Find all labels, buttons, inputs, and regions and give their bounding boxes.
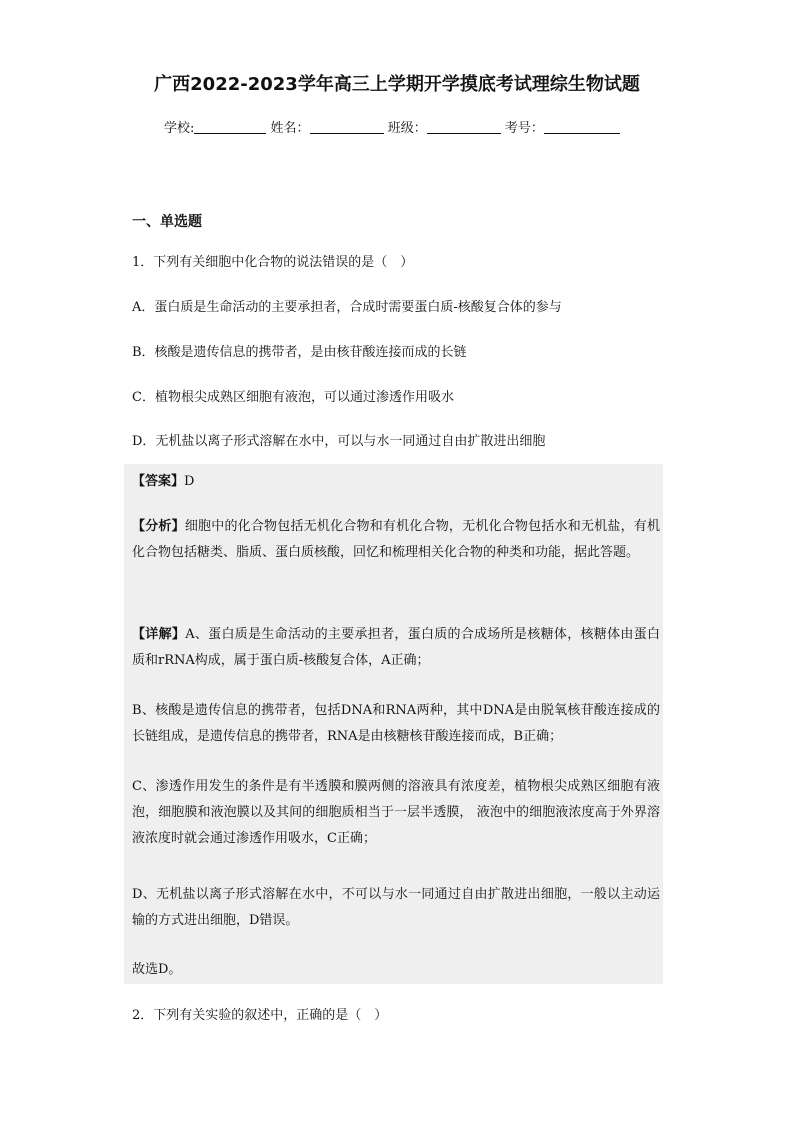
number-blank <box>544 121 620 134</box>
name-blank <box>310 121 384 134</box>
analysis-paragraph <box>132 514 660 566</box>
detail-a-text: A、蛋白质是生命活动的主要承担者，蛋白质的合成场所是核糖体，核糖体由蛋白质和rRNA构成，属于蛋白质-核酸复合体，A正确； <box>132 627 660 668</box>
detail-tag: 【详解】 <box>132 627 186 642</box>
document-title: 广西2022-2023学年高三上学期开学摸底考试理综生物试题 <box>154 74 640 95</box>
school-label: 学校: <box>164 121 195 136</box>
answer-tag: 【答案】 <box>132 474 185 489</box>
section-title: 一、单选题 <box>132 214 202 230</box>
number-label: 考号： <box>504 121 544 136</box>
answer-line <box>132 469 660 495</box>
detail-c-paragraph: C、渗透作用发生的条件是有半透膜和膜两侧的溶液具有浓度差，植物根尖成熟区细胞有液泡，细胞膜和液泡膜以及其间的细胞质相当于一层半透膜， 液泡中的细胞液浓度高于外界溶液浓度时就会通过渗透作用吸水，C正确； <box>132 779 660 846</box>
class-label: 班级： <box>387 121 427 136</box>
detail-b-paragraph: B、核酸是遗传信息的携带者，包括DNA和RNA两种，其中DNA是由脱氧核苷酸连接成的长链组成，是遗传信息的携带者，RNA是由核糖核苷酸连接而成，B正确； <box>132 703 660 744</box>
option-a: A．蛋白质是生命活动的主要承担者，合成时需要蛋白质-核酸复合体的参与 <box>132 300 562 315</box>
name-label: 姓名： <box>270 121 310 136</box>
analysis-text: 细胞中的化合物包括无机化合物和有机化合物，无机化合物包括水和无机盐，有机化合物包括糖类、脂质、蛋白质核酸，回忆和梳理相关化合物的种类和功能，据此答题。 <box>132 519 660 560</box>
student-info-row <box>164 117 644 136</box>
analysis-tag: 【分析】 <box>132 519 185 534</box>
answer-value: D <box>184 474 195 489</box>
school-blank <box>194 121 266 134</box>
detail-d-paragraph: D、无机盐以离子形式溶解在水中，不可以与水一同通过自由扩散进出细胞，一般以主动运输的方式进出细胞，D错误。 <box>132 887 660 928</box>
detail-a-paragraph <box>132 622 660 674</box>
class-blank <box>427 121 501 134</box>
option-d: D．无机盐以离子形式溶解在水中，可以与水一同通过自由扩散进出细胞 <box>132 434 546 449</box>
option-b: B．核酸是遗传信息的携带者，是由核苷酸连接而成的长链 <box>132 345 467 360</box>
conclusion-line: 故选D。 <box>132 962 182 977</box>
question-1-stem: 1．下列有关细胞中化合物的说法错误的是（ ） <box>132 255 414 270</box>
question-2-stem: 2．下列有关实验的叙述中，正确的是（ ） <box>132 1008 388 1023</box>
option-c: C．植物根尖成熟区细胞有液泡，可以通过渗透作用吸水 <box>132 390 454 405</box>
